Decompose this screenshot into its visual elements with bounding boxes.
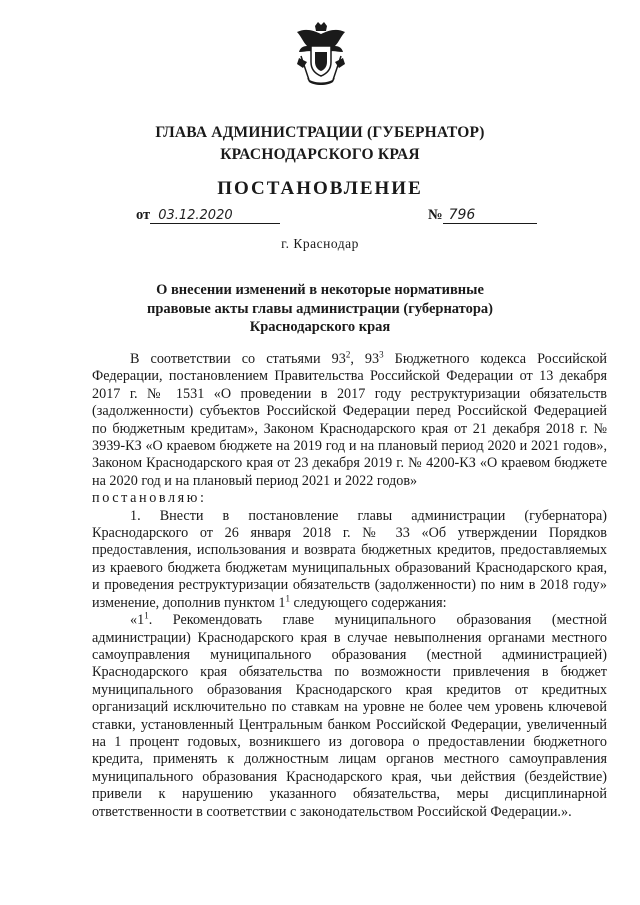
- document-subject: [0, 281, 640, 337]
- paragraph-item-1: 1. Внести в постановление главы администрации (губернатора) Краснодарского от 26 января 2018 г. № 33 «Об утверждении Порядков предоставления, использования и возврата бюджетных кредитов, предоставляемых из краевого бюджета бюджетам муниципальных образований Краснодарского края, и проведения реструктуризации обязательств (задолженности) по ним в 2018 году» изменение, дополнив пунктом $1^1$ следующего содержания:: [92, 507, 607, 611]
- document-number: [428, 207, 537, 224]
- subject-line2: правовые акты главы администрации (губернатора): [146, 300, 494, 317]
- document-date: [136, 207, 280, 224]
- date-prefix: от: [136, 207, 151, 223]
- subject-line3: Краснодарского края: [249, 319, 391, 335]
- paragraph-resolve: постановляю:: [92, 490, 207, 507]
- paragraph-preamble: В соответствии со статьями $93^2$, $93^3$ Бюджетного кодекса Российской Федерации, постановлением Правительства Российской Федерации от 13 декабря 2017 г. № 1531 «О проведении в 2017 году реструктуризации обязательств (задолженности) субъектов Российской Федерации перед Российской Федерацией по бюджетным кредитам», Законом Краснодарского края от 21 декабря 2018 г. № 3939-КЗ «О краевом бюджете на 2019 год и на плановый период 2020 и 2021 годов», Законом Краснодарского края от 23 декабря 2019 г. № 4200-КЗ «О краевом бюджете на 2020 год и на плановый период 2021 и 2022 годов»: [92, 349, 608, 489]
- krasnodar-coat-of-arms-icon: [293, 22, 349, 86]
- subject-line1: О внесении изменений в некоторые нормативные: [156, 282, 484, 298]
- date-value: 03.12.2020: [150, 208, 280, 224]
- number-value: 796: [443, 208, 537, 224]
- document-body: [92, 351, 607, 821]
- document-city: г. Краснодар: [281, 236, 359, 251]
- document-type-title: ПОСТАНОВЛЕНИЕ: [217, 178, 423, 199]
- authority-title-line2: КРАСНОДАРСКОГО КРАЯ: [220, 146, 420, 163]
- paragraph-item-1-1: «$1^1$. Рекомендовать главе муниципального образования (местной администрации) Краснодарского края в случае невыполнения органами местного самоуправления муниципального образования (местной администрацией) Краснодарского края обязательства по возможности привлечения в бюджет муниципального образования Краснодарского края кредитов от кредитных организаций исключительно по ставкам на уровне не более чем уровень ключевой ставки, установленный Центральным банком Российской Федерации, увеличенный на 1 процент годовых, возникшего из договора о предоставлении бюджетного кредита, применять к должностным лицам органов местного самоуправления муниципального образования Краснодарского края, чьи действия (бездействие) привели к нарушению указанного обязательства, меры дисциплинарной ответственности в соответствии с законодательством Российской Федерации.».: [92, 610, 607, 820]
- authority-title-line1: ГЛАВА АДМИНИСТРАЦИИ (ГУБЕРНАТОР): [155, 124, 485, 141]
- number-prefix: №: [428, 207, 443, 223]
